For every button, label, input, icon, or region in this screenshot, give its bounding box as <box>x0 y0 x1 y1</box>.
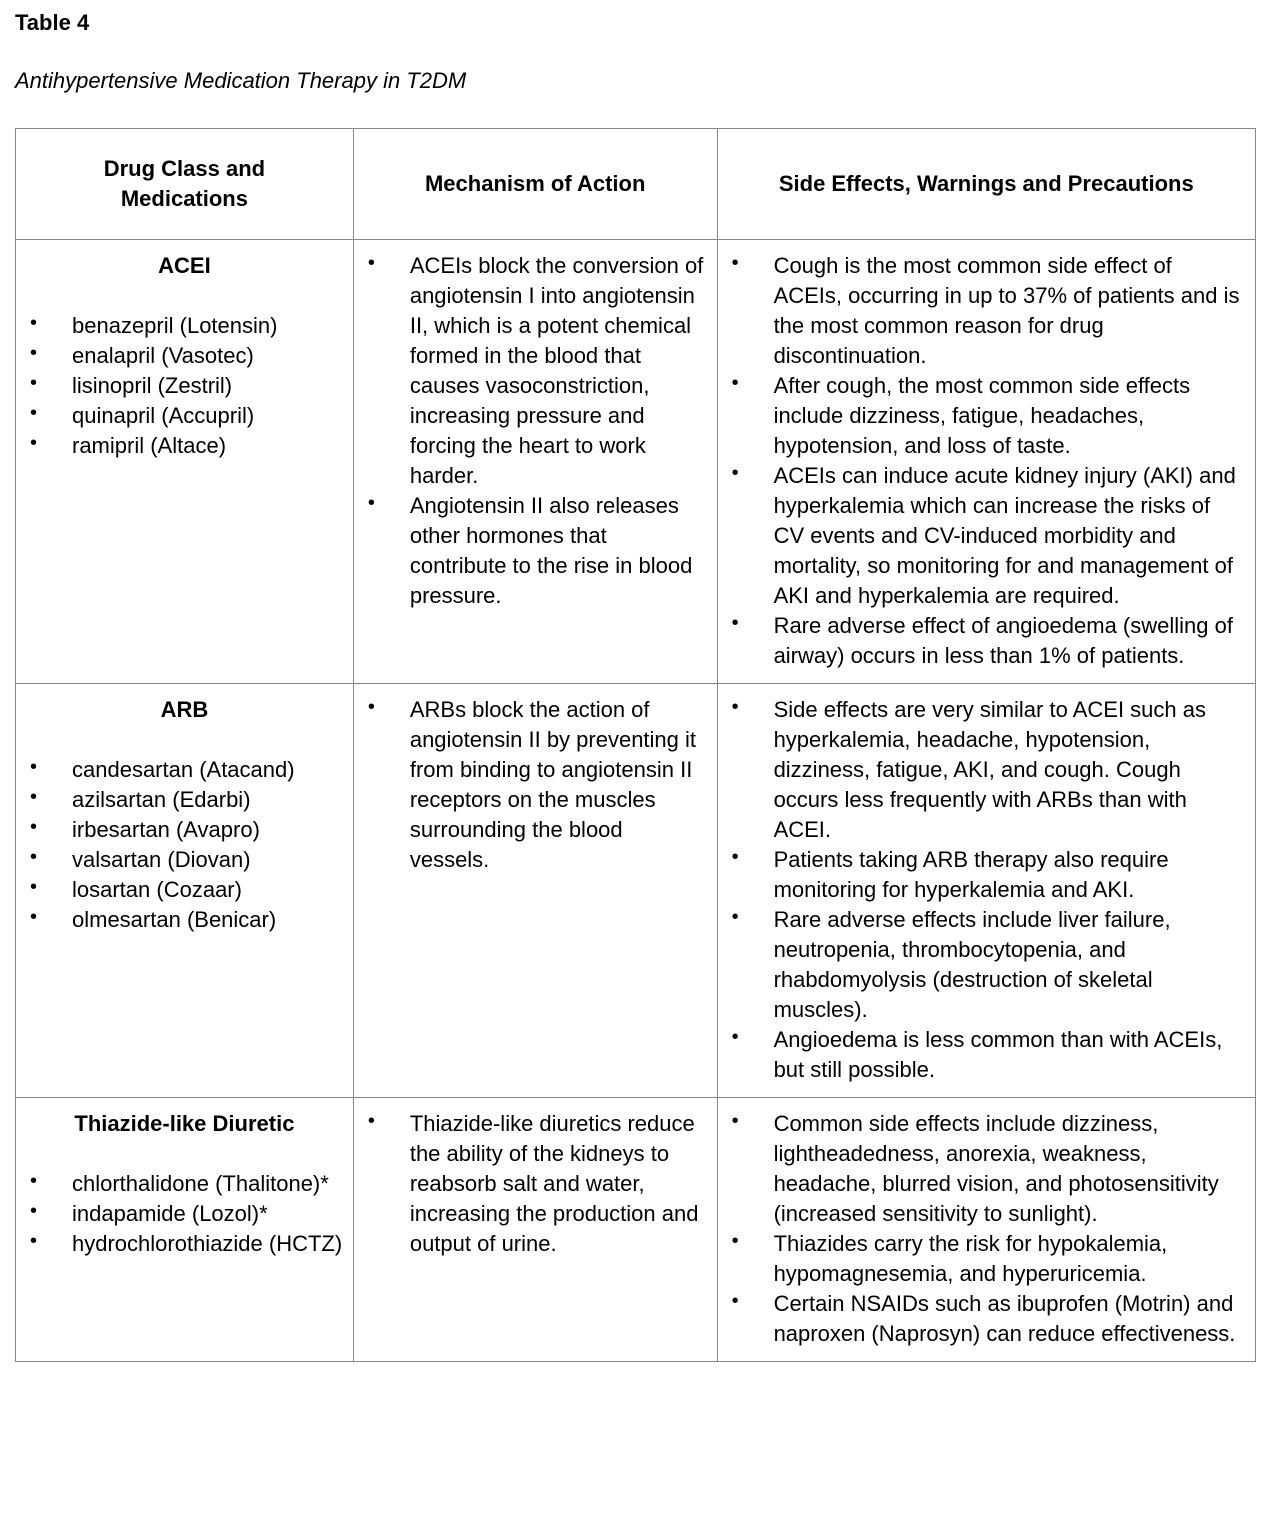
drug-class-name: ACEI <box>158 253 211 278</box>
bullet-icon: • <box>30 1170 38 1192</box>
mechanism-item <box>354 695 707 875</box>
bullet-icon: • <box>30 432 38 454</box>
medication-item <box>16 905 343 935</box>
cell-content <box>16 1098 353 1271</box>
side-effect-text: Common side effects include dizziness, lightheadedness, anorexia, weakness, headache, blurred vision, and photosensitivity (increased sensitivity to sunlight). <box>773 1111 1219 1226</box>
side-effect-item <box>718 1109 1245 1229</box>
cell-content <box>354 240 717 623</box>
side-effect-item <box>718 1229 1245 1289</box>
bullet-icon: • <box>731 1026 739 1048</box>
side-effect-item <box>718 905 1245 1025</box>
mechanism-cell <box>353 684 717 1098</box>
medication-item <box>16 1199 343 1229</box>
drug-class-name: Thiazide-like Diuretic <box>74 1111 295 1136</box>
side-effect-item <box>718 461 1245 611</box>
bullet-icon: • <box>367 252 375 274</box>
medication-item <box>16 371 343 401</box>
bullet-icon: • <box>731 252 739 274</box>
medication-text: hydrochlorothiazide (HCTZ) <box>72 1231 343 1256</box>
medication-list <box>16 755 343 935</box>
mechanism-text: ACEIs block the conversion of angiotensin I into angiotensin II, which is a potent chemical formed in the blood that causes vasoconstriction, increasing pressure and forcing the heart to work harder. <box>409 253 704 488</box>
medication-item <box>16 311 343 341</box>
table-row <box>16 1098 1256 1362</box>
side-effect-item <box>718 611 1245 671</box>
bullet-icon: • <box>30 402 38 424</box>
medication-item <box>16 341 343 371</box>
medication-item <box>16 431 343 461</box>
bullet-icon: • <box>30 846 38 868</box>
medication-list <box>16 311 343 461</box>
bullet-icon: • <box>731 372 739 394</box>
bullet-icon: • <box>731 612 739 634</box>
mechanism-item <box>354 491 707 611</box>
bullet-icon: • <box>30 816 38 838</box>
bullet-icon: • <box>30 372 38 394</box>
bullet-icon: • <box>30 342 38 364</box>
bullet-icon: • <box>731 846 739 868</box>
cell-content <box>16 684 353 947</box>
bullet-icon: • <box>30 906 38 928</box>
cell-content <box>718 240 1255 683</box>
side-effects-cell <box>717 1098 1255 1362</box>
medication-item <box>16 1169 343 1199</box>
header-row <box>16 129 1256 240</box>
table-row <box>16 684 1256 1098</box>
side-effects-cell <box>717 684 1255 1098</box>
side-effect-item <box>718 1025 1245 1085</box>
cell-content <box>354 1098 717 1271</box>
medication-list <box>16 1169 343 1259</box>
side-effect-text: ACEIs can induce acute kidney injury (AKI) and hyperkalemia which can increase the risks of CV events and CV-induced morbidity and mortality, so monitoring for and management of AKI and hyperkalemia are required. <box>773 463 1236 608</box>
cell-content <box>718 684 1255 1097</box>
side-effect-text: After cough, the most common side effects include dizziness, fatigue, headaches, hypotension, and loss of taste. <box>773 373 1191 458</box>
mechanism-list <box>354 1109 707 1259</box>
medication-table <box>15 128 1256 1362</box>
cell-content <box>16 240 353 473</box>
bullet-icon: • <box>30 876 38 898</box>
mechanism-list <box>354 251 707 611</box>
cell-content <box>354 684 717 887</box>
mechanism-cell <box>353 1098 717 1362</box>
side-effect-text: Certain NSAIDs such as ibuprofen (Motrin) and naproxen (Naprosyn) can reduce effectiveness. <box>773 1291 1236 1346</box>
bullet-icon: • <box>30 312 38 334</box>
medication-text: losartan (Cozaar) <box>72 877 242 902</box>
side-effect-item <box>718 371 1245 461</box>
bullet-icon: • <box>731 1110 739 1132</box>
drug-class-cell <box>16 1098 354 1362</box>
bullet-icon: • <box>30 756 38 778</box>
medication-text: candesartan (Atacand) <box>72 757 295 782</box>
medication-text: ramipril (Altace) <box>72 433 227 458</box>
side-effects-cell <box>717 240 1255 684</box>
medication-item <box>16 1229 343 1259</box>
table-subtitle: Antihypertensive Medication Therapy in T2DM <box>15 68 467 93</box>
medication-item <box>16 815 343 845</box>
bullet-icon: • <box>731 906 739 928</box>
table-row <box>16 240 1256 684</box>
side-effect-list <box>718 1109 1245 1349</box>
medication-text: chlorthalidone (Thalitone)* <box>72 1171 329 1196</box>
table-title: Table 4 <box>15 10 90 35</box>
medication-item <box>16 875 343 905</box>
mechanism-text: Angiotensin II also releases other hormones that contribute to the rise in blood pressure. <box>409 493 693 608</box>
medication-text: enalapril (Vasotec) <box>72 343 254 368</box>
side-effect-item <box>718 695 1245 845</box>
bullet-icon: • <box>367 492 375 514</box>
side-effect-list <box>718 695 1245 1085</box>
medication-item <box>16 401 343 431</box>
medication-text: irbesartan (Avapro) <box>72 817 260 842</box>
side-effect-text: Cough is the most common side effect of ACEIs, occurring in up to 37% of patients and is the most common reason for drug discontinuation. <box>773 253 1240 368</box>
bullet-icon: • <box>731 1230 739 1252</box>
side-effect-list <box>718 251 1245 671</box>
mechanism-text: Thiazide-like diuretics reduce the ability of the kidneys to reabsorb salt and water, increasing the production and output of urine. <box>409 1111 699 1256</box>
medication-text: benazepril (Lotensin) <box>72 313 278 338</box>
side-effect-text: Angioedema is less common than with ACEIs, but still possible. <box>773 1027 1223 1082</box>
medication-item <box>16 845 343 875</box>
bullet-icon: • <box>731 1290 739 1312</box>
side-effect-item <box>718 1289 1245 1349</box>
side-effect-text: Rare adverse effects include liver failure, neutropenia, thrombocytopenia, and rhabdomyolysis (destruction of skeletal muscles). <box>773 907 1171 1022</box>
side-effect-text: Thiazides carry the risk for hypokalemia, hypomagnesemia, and hyperuricemia. <box>773 1231 1168 1286</box>
bullet-icon: • <box>367 1110 375 1132</box>
header-drug-class: Drug Class and Medications <box>16 129 354 240</box>
side-effect-text: Patients taking ARB therapy also require monitoring for hyperkalemia and AKI. <box>773 847 1169 902</box>
medication-text: lisinopril (Zestril) <box>72 373 233 398</box>
drug-class-cell <box>16 240 354 684</box>
bullet-icon: • <box>367 696 375 718</box>
medication-item <box>16 785 343 815</box>
medication-text: quinapril (Accupril) <box>72 403 255 428</box>
header-mechanism: Mechanism of Action <box>353 129 717 240</box>
mechanism-item <box>354 1109 707 1259</box>
medication-text: olmesartan (Benicar) <box>72 907 277 932</box>
mechanism-text: ARBs block the action of angiotensin II by preventing it from binding to angiotensin II receptors on the muscles surrounding the blood vessels. <box>409 697 697 872</box>
mechanism-list <box>354 695 707 875</box>
drug-class-cell <box>16 684 354 1098</box>
bullet-icon: • <box>30 1200 38 1222</box>
header-side-effects: Side Effects, Warnings and Precautions <box>717 129 1255 240</box>
side-effect-text: Side effects are very similar to ACEI such as hyperkalemia, headache, hypotension, dizziness, fatigue, AKI, and cough. Cough occurs less frequently with ARBs than with ACEI. <box>773 697 1206 842</box>
bullet-icon: • <box>731 696 739 718</box>
medication-text: azilsartan (Edarbi) <box>72 787 251 812</box>
mechanism-item <box>354 251 707 491</box>
cell-content <box>718 1098 1255 1361</box>
side-effect-text: Rare adverse effect of angioedema (swelling of airway) occurs in less than 1% of patients. <box>773 613 1233 668</box>
bullet-icon: • <box>30 786 38 808</box>
medication-item <box>16 755 343 785</box>
bullet-icon: • <box>731 462 739 484</box>
drug-class-name: ARB <box>160 697 209 722</box>
side-effect-item <box>718 845 1245 905</box>
mechanism-cell <box>353 240 717 684</box>
medication-text: valsartan (Diovan) <box>72 847 251 872</box>
bullet-icon: • <box>30 1230 38 1252</box>
medication-text: indapamide (Lozol)* <box>72 1201 268 1226</box>
side-effect-item <box>718 251 1245 371</box>
